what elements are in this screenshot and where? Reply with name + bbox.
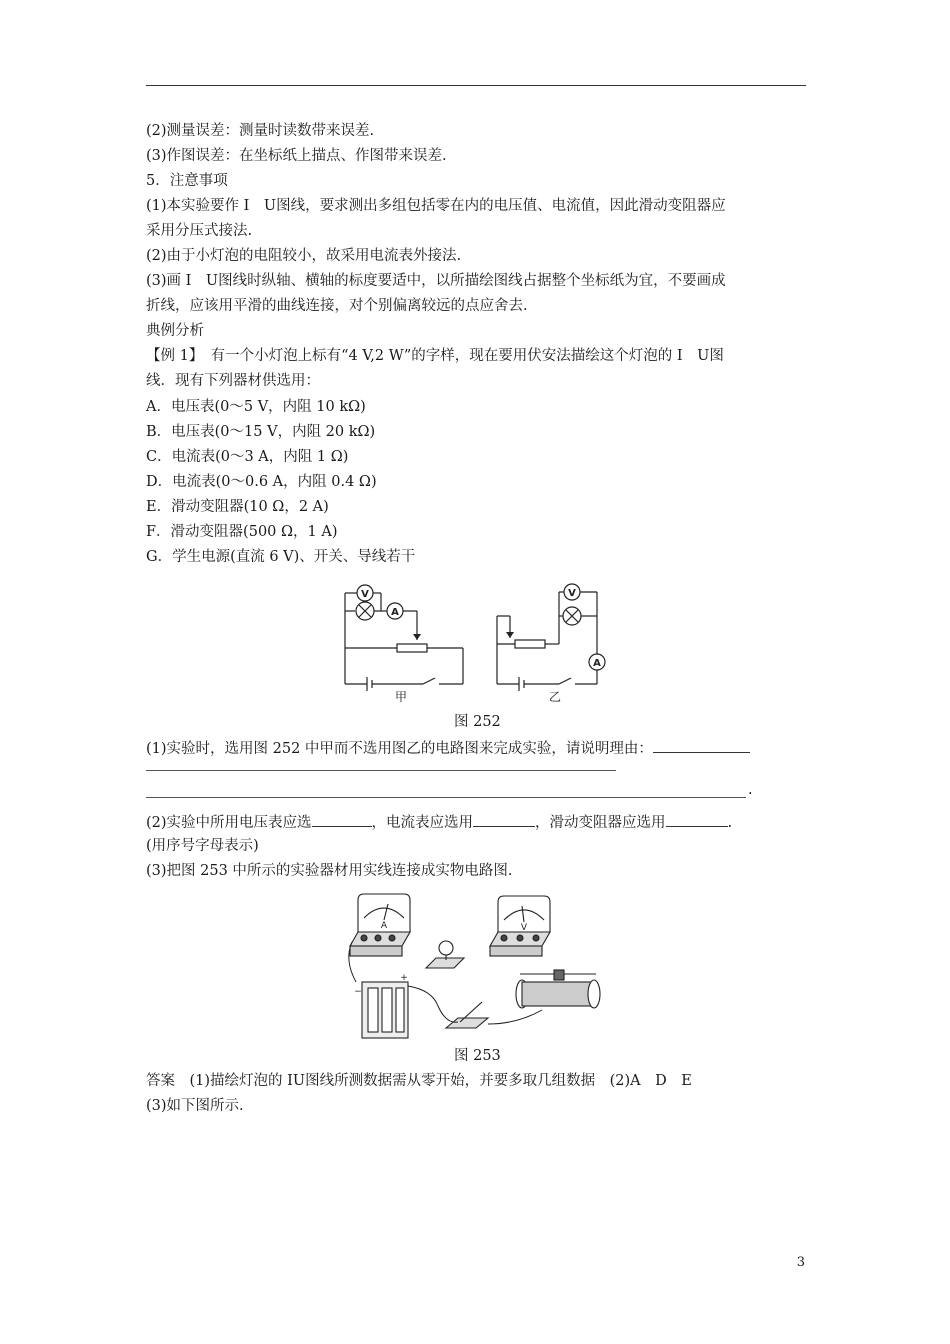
- header-rule: [146, 85, 806, 86]
- answer-blank-line-2: [146, 797, 746, 798]
- answer-blank-end: .: [748, 782, 753, 798]
- section-heading: 5．注意事项: [146, 173, 228, 189]
- label-jia: 甲: [394, 690, 408, 704]
- text-line-1: (2)测量误差：测量时读数带来误差.: [146, 123, 375, 139]
- example-heading: 典例分析: [146, 323, 204, 339]
- voltmeter-symbol-yi: V: [568, 588, 576, 599]
- ammeter-symbol-yi: A: [593, 658, 601, 669]
- text-line-5: 采用分压式接法.: [146, 223, 253, 239]
- voltmeter-symbol-jia: V: [361, 589, 369, 600]
- ammeter-symbol-jia: A: [391, 607, 399, 618]
- question-2-note: (用序号字母表示): [146, 838, 259, 854]
- voltmeter-dial-label: V: [520, 923, 528, 933]
- text-line-2: (3)作图误差：在坐标纸上描点、作图带来误差.: [146, 148, 447, 164]
- option-b: B．电压表(0～15 V，内阻 20 kΩ): [146, 424, 376, 440]
- figure-253-apparatus: [342, 890, 627, 1050]
- question-1: (1)实验时，选用图 252 中甲而不选用图乙的电路图来完成实验，请说明理由：: [146, 738, 750, 758]
- example-text-1: 【例 1】 有一个小灯泡上标有“4 V,2 W”的字样，现在要用伏安法描绘这个灯泡的 I U图: [146, 348, 724, 364]
- figure-253-caption: 图 253: [454, 1048, 501, 1064]
- answer-line-2: (3)如下图所示.: [146, 1098, 244, 1114]
- label-yi: 乙: [548, 690, 562, 704]
- option-c: C．电流表(0～3 A，内阻 1 Ω): [146, 449, 349, 465]
- battery-minus-label: −: [354, 987, 362, 997]
- ammeter-dial-label: A: [380, 921, 388, 931]
- option-g: G．学生电源(直流 6 V)、开关、导线若干: [146, 549, 416, 565]
- answer-blank-line-1: [146, 770, 616, 771]
- text-line-7: (3)画 I U图线时纵轴、横轴的标度要适中，以所描绘图线占据整个坐标纸为宜，不要画成: [146, 273, 726, 289]
- answer-line-1: 答案 (1)描绘灯泡的 IU图线所测数据需从零开始，并要多取几组数据 (2)A D E: [146, 1073, 692, 1089]
- page-number: 3: [796, 1255, 805, 1270]
- option-a: A．电压表(0～5 V，内阻 10 kΩ): [146, 399, 366, 415]
- figure-252-caption: 图 252: [454, 714, 501, 730]
- text-line-6: (2)由于小灯泡的电阻较小，故采用电流表外接法.: [146, 248, 462, 264]
- text-line-4: (1)本实验要作 I U图线，要求测出多组包括零在内的电压值、电流值，因此滑动变阻器应: [146, 198, 726, 214]
- battery-plus-label: +: [400, 973, 408, 983]
- question-2: (2)实验中所用电压表应选 ，电流表应选用 ，滑动变阻器应选用 .: [146, 812, 732, 832]
- text-line-8: 折线，应该用平滑的曲线连接，对个别偏离较远的点应舍去.: [146, 298, 528, 314]
- option-d: D．电流表(0～0.6 A，内阻 0.4 Ω): [146, 474, 377, 490]
- example-text-2: 线．现有下列器材供选用：: [146, 373, 320, 389]
- figure-252-circuits: [335, 578, 615, 704]
- option-f: F．滑动变阻器(500 Ω，1 A): [146, 524, 338, 540]
- question-3: (3)把图 253 中所示的实验器材用实线连接成实物电路图.: [146, 863, 513, 879]
- option-e: E．滑动变阻器(10 Ω，2 A): [146, 499, 329, 515]
